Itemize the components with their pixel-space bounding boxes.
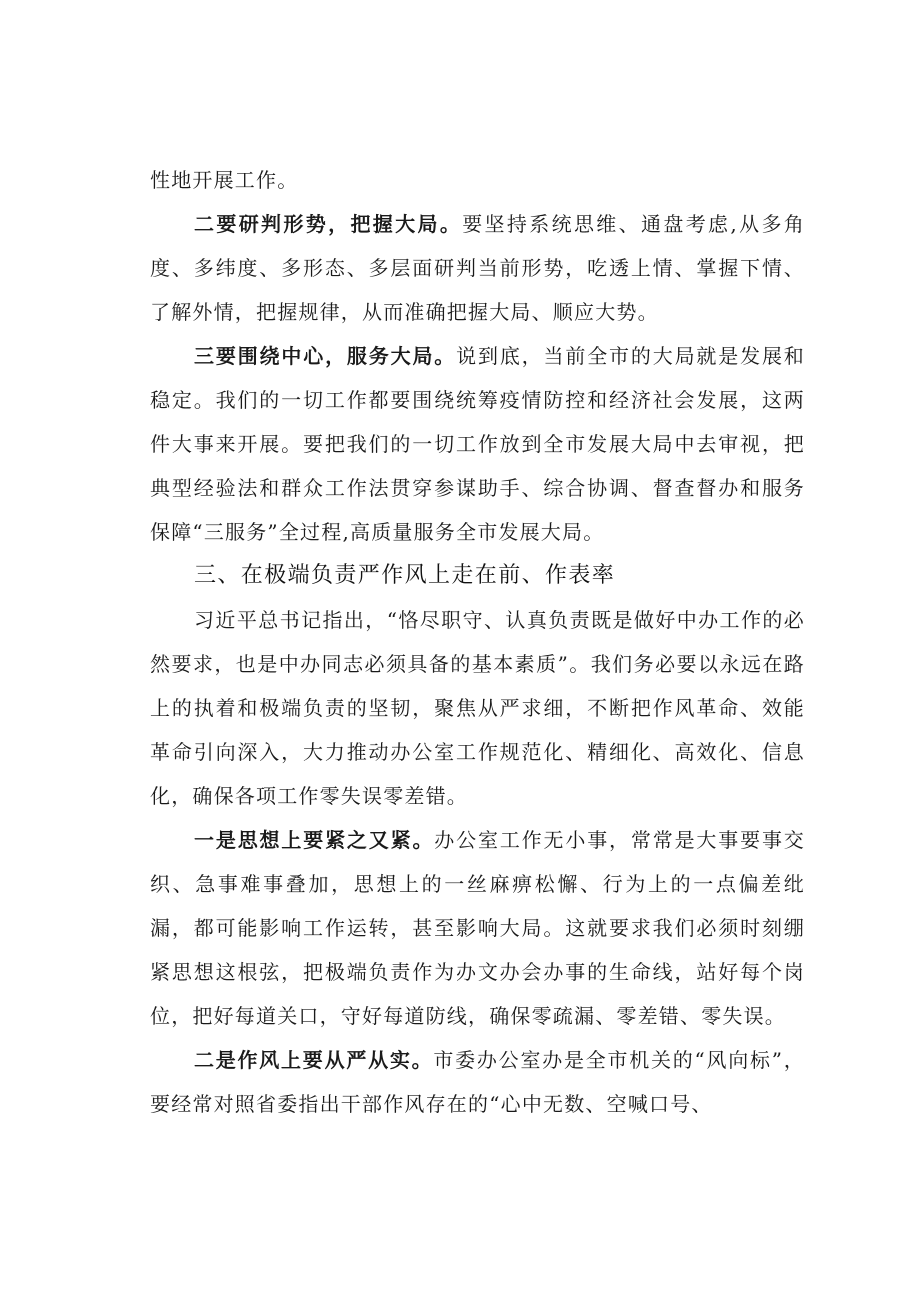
paragraph-serve-center xyxy=(150,334,805,554)
section-heading: 三、在极端负责严作风上走在前、作表率 xyxy=(194,563,616,588)
paragraph-text: 市委办公室办是全市机关的“风向标”，要经常对照省委指出干部作风存在的“心中无数、空喊口号、 xyxy=(150,1048,805,1116)
paragraph-lead: 二要研判形势，把握大局。 xyxy=(194,212,463,236)
paragraph-study-situation xyxy=(150,202,805,334)
document-page xyxy=(150,158,805,1126)
paragraph-text: 办公室工作无小事，常常是大事要事交织、急事难事叠加，思想上的一丝麻痹松懈、行为上的一点偏差纰漏，都可能影响工作运转，甚至影响大局。这就要求我们必须时刻绷紧思想这根弦，把极端负责作为办文办会办事的生命线，站好每个岗位，把好每道关口，守好每道防线，确保零疏漏、零差错、零失误。 xyxy=(150,828,806,1028)
paragraph-text: 性地开展工作。 xyxy=(150,168,299,192)
paragraph-lead: 二是作风上要从严从实。 xyxy=(194,1048,434,1072)
paragraph-thought xyxy=(150,818,805,1038)
paragraph-continuation xyxy=(150,158,805,202)
paragraph-text: 说到底，当前全市的大局就是发展和稳定。我们的一切工作都要围绕统筹疫情防控和经济社会发展，这两件大事来开展。要把我们的一切工作放到全市发展大局中去审视，把典型经验法和群众工作法贯穿参谋助手、综合协调、督查督办和服务保障“三服务”全过程,高质量服务全市发展大局。 xyxy=(150,344,806,544)
paragraph-lead: 三要围绕中心，服务大局。 xyxy=(194,344,457,368)
paragraph-text: 要坚持系统思维、通盘考虑,从多角度、多纬度、多形态、多层面研判当前形势，吃透上情、掌握下情、了解外情，把握规律，从而准确把握大局、顺应大势。 xyxy=(150,212,806,324)
paragraph-text: 习近平总书记指出，“恪尽职守、认真负责既是做好中办工作的必然要求，也是中办同志必须具备的基本素质”。我们务必要以永远在路上的执着和极端负责的坚韧，聚焦从严求细，不断把作风革命、效能革命引向深入，大力推动办公室工作规范化、精细化、高效化、信息化，确保各项工作零失误零差错。 xyxy=(150,608,805,808)
paragraph-style xyxy=(150,1038,805,1126)
paragraph-lead: 一是思想上要紧之又紧。 xyxy=(194,828,435,852)
paragraph-quote xyxy=(150,598,805,818)
